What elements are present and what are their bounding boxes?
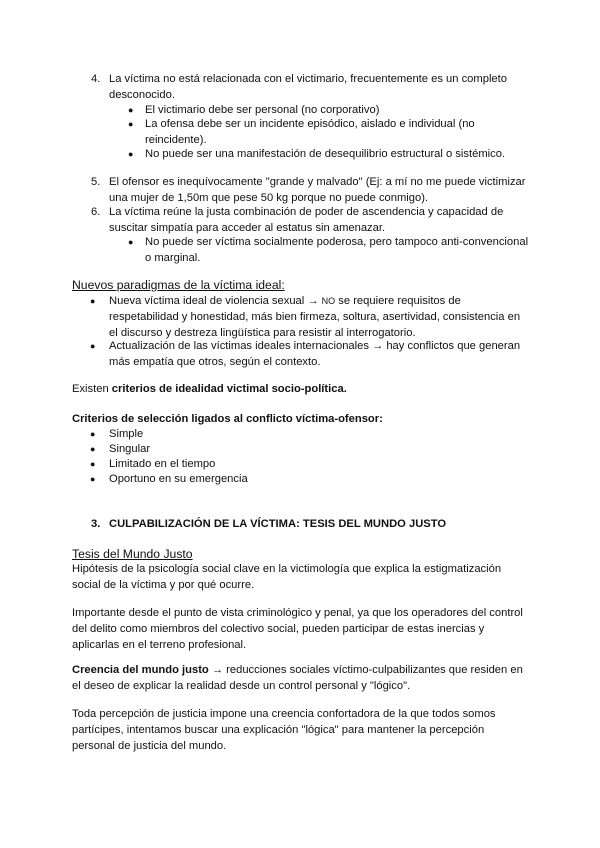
list-number: 4. [91, 73, 101, 85]
list-item-text: El ofensor es inequívocamente "grande y malvado" (Ej: a mí no me puede victimizar una mujer de 1,50m que pese 50 kg porque no puede conmigo). [109, 176, 526, 204]
bullet-icon: ● [90, 444, 96, 454]
subsection-heading: Nuevos paradigmas de la víctima ideal: [72, 278, 285, 292]
bullet-icon: ● [128, 105, 134, 115]
bullet-icon: ● [90, 341, 96, 351]
bullet-icon: ● [128, 119, 134, 129]
bullet-icon: ● [90, 459, 96, 469]
list-item-rest: se requiere requisitos de respetabilidad y honestidad, más bien firmeza, soltura, asertividad, consistencia en el discurso y destreza lingüística para resistir al interrogatorio. [109, 295, 521, 339]
list-item [109, 293, 529, 341]
paragraph: Importante desde el punto de vista criminológico y penal, ya que los operadores del control del delito como miembros del colectivo social, pueden participar de estas inercias y aplicarlas en el terreno profesional. [72, 607, 523, 651]
list-item-text: La víctima no está relacionada con el victimario, frecuentemente es un completo desconocido. [109, 73, 507, 101]
criteria-item: Limitado en el tiempo [109, 458, 216, 470]
intro-plain: Existen [72, 383, 112, 395]
list-number: 6. [91, 206, 101, 218]
bullet-icon: ● [90, 429, 96, 439]
paragraph [72, 662, 527, 694]
criteria-intro [72, 381, 347, 397]
sub-list-item: No puede ser víctima socialmente poderosa, pero tampoco anti-convencional o marginal. [145, 236, 529, 264]
list-item-text: La víctima reúne la justa combinación de poder de ascendencia y capacidad de suscitar simpatía para acceder al estatus sin amenazar. [109, 206, 504, 234]
section-number: 3. [91, 518, 101, 530]
list-item-lead: Nueva víctima ideal de violencia sexual → [109, 295, 322, 307]
term-rest: → reducciones sociales víctimo-culpabilizantes que residen en el deseo de explicar la realidad desde un control personal y "lógico". [72, 664, 523, 692]
section-title: CULPABILIZACIÓN DE LA VÍCTIMA: TESIS DEL MUNDO JUSTO [109, 518, 447, 530]
paragraph: Hipótesis de la psicología social clave en la victimología que explica la estigmatización social de la víctima y por qué ocurre. [72, 563, 502, 591]
bullet-icon: ● [128, 237, 134, 247]
list-item: Actualización de las víctimas ideales internacionales → hay conflictos que generan más empatía que otros, según el contexto. [109, 340, 521, 368]
criteria-item: Simple [109, 428, 144, 440]
paragraph: Toda percepción de justicia impone una creencia confortadora de la que todos somos partícipes, intentamos buscar una explicación "lógica" para mantener la percepción personal de justicia del mundo. [72, 708, 496, 752]
sub-list-item: No puede ser una manifestación de desequilibrio estructural o sistémico. [145, 148, 506, 160]
criteria-item: Singular [109, 443, 151, 455]
sub-list-item: La ofensa debe ser un incidente episódico, aislado e individual (no reincidente). [145, 118, 475, 146]
list-number: 5. [91, 176, 101, 188]
sub-list-item: El victimario debe ser personal (no corporativo) [145, 104, 380, 116]
bullet-icon: ● [90, 474, 96, 484]
intro-bold: criterios de idealidad victimal socio-política. [111, 383, 347, 395]
bullet-icon: ● [128, 149, 134, 159]
criteria-heading: Criterios de selección ligados al conflicto víctima-ofensor: [72, 413, 383, 425]
term-bold: Creencia del mundo justo [72, 664, 209, 676]
emphasis-no: NO [321, 296, 336, 306]
bullet-icon: ● [90, 296, 96, 306]
criteria-item: Oportuno en su emergencia [109, 473, 248, 485]
subsection-heading: Tesis del Mundo Justo [72, 547, 193, 561]
